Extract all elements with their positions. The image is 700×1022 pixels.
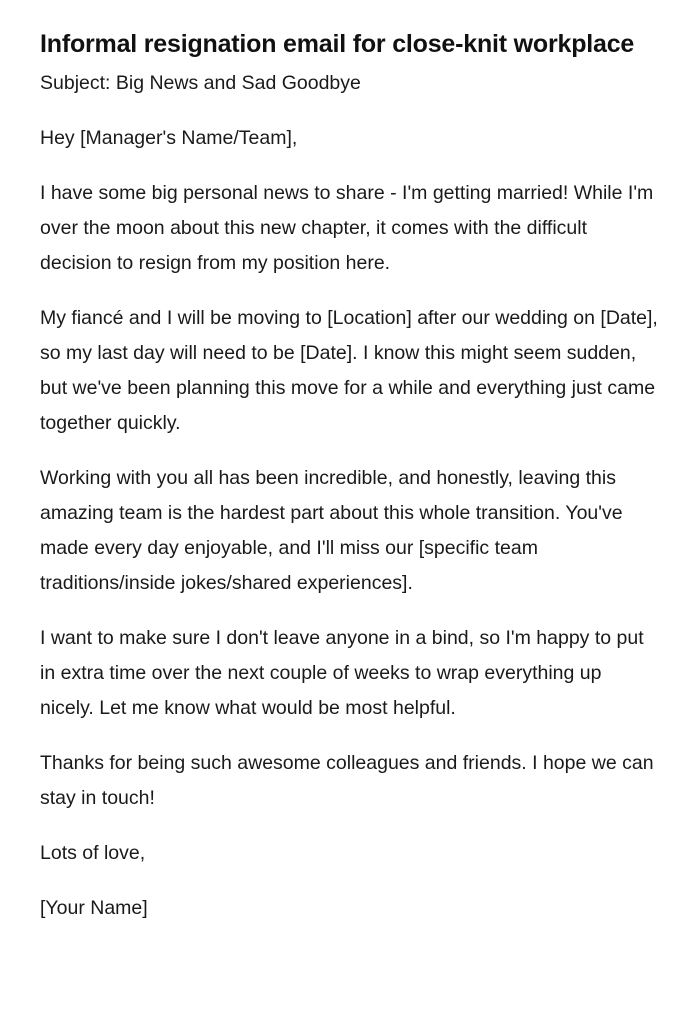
email-paragraph: My fiancé and I will be moving to [Location] after our wedding on [Date], so my last day will need to be [Date]. I know this might seem sudden, but we've been planning this move for a while and everything just came together quickly. [40,307,658,434]
email-paragraph: I want to make sure I don't leave anyone in a bind, so I'm happy to put in extra time over the next couple of weeks to wrap everything up nicely. Let me know what would be most helpful. [40,627,644,719]
document-title: Informal resignation email for close-knit workplace [40,30,635,58]
email-paragraph: Thanks for being such awesome colleagues and friends. I hope we can stay in touch! [40,752,654,809]
email-subject: Subject: Big News and Sad Goodbye [40,72,361,94]
email-paragraph: I have some big personal news to share - I'm getting married! While I'm over the moon about this new chapter, it comes with the difficult decision to resign from my position here. [40,182,654,274]
email-paragraph: Working with you all has been incredible, and honestly, leaving this amazing team is the hardest part about this whole transition. You've made every day enjoyable, and I'll miss our [specific team traditions/inside jokes/shared experiences]. [40,467,623,594]
email-signature: [Your Name] [40,897,148,919]
email-greeting: Hey [Manager's Name/Team], [40,127,298,149]
email-closing: Lots of love, [40,842,146,864]
